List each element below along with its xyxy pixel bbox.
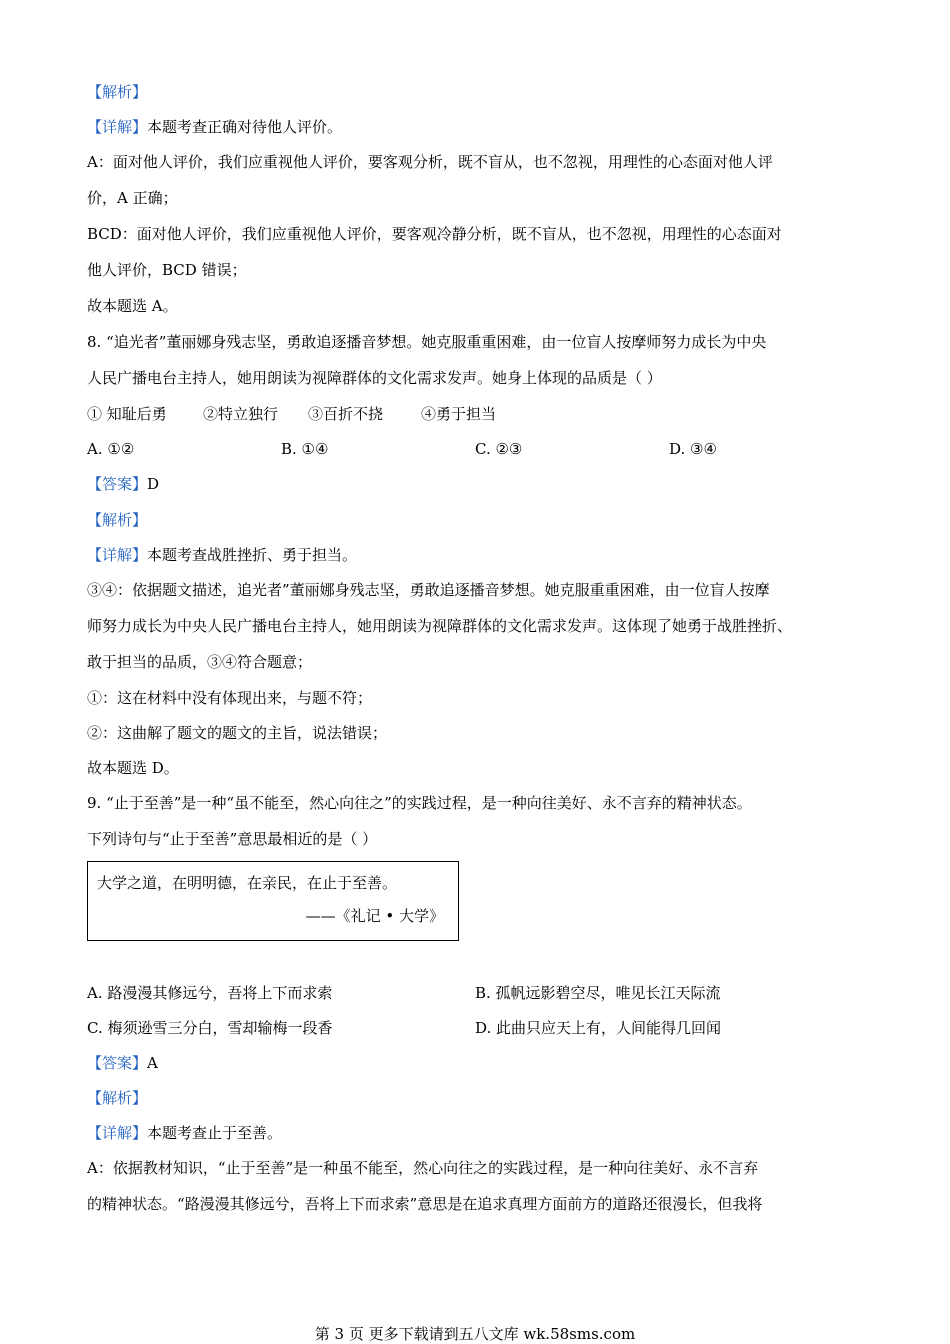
detail-text: 本题考查正确对待他人评价。 <box>147 118 343 136</box>
explanation-line: BCD：面对他人评价，我们应重视他人评价，要客观冷静分析，既不盲从，也不忽视，用理性的心态面对 <box>87 225 782 243</box>
answer-line <box>87 1053 158 1073</box>
explanation-line: ③④：依据题文描述，追光者”董丽娜身残志坚，勇敢追逐播音梦想。她克服重重困难，由一位盲人按摩 <box>87 581 770 599</box>
detail-text: 本题考查止于至善。 <box>147 1124 283 1142</box>
answer-option: A. ①② <box>87 440 135 458</box>
page-footer: 第 3 页 更多下载请到五八文库 wk.58sms.com <box>314 1325 636 1343</box>
quote-box <box>87 861 459 941</box>
statement-item: ②特立独行 <box>203 405 279 423</box>
question-stem: 人民广播电台主持人，她用朗读为视障群体的文化需求发声。她身上体现的品质是（ ） <box>87 369 662 387</box>
detail-paragraph <box>87 1123 282 1143</box>
explanation-line: A：依据教材知识，“止于至善”是一种虽不能至，然心向往之的实践过程，是一种向往美好、永不言弃 <box>87 1159 759 1177</box>
explanation-line: A：面对他人评价，我们应重视他人评价，要客观分析，既不盲从，也不忽视，用理性的心态面对他人评 <box>87 153 773 171</box>
question-stem: 8. “追光者”董丽娜身残志坚，勇敢追逐播音梦想。她克服重重困难，由一位盲人按摩师努力成长为中央 <box>87 333 767 351</box>
detail-tag: 【详解】 <box>87 118 148 136</box>
statement-item: ③百折不挠 <box>308 405 384 423</box>
question-stem: 9. “止于至善”是一种“虽不能至，然心向往之”的实践过程，是一种向往美好、永不言弃的精神状态。 <box>87 794 752 812</box>
detail-tag: 【详解】 <box>87 1124 148 1142</box>
explanation-line: 他人评价，BCD 错误； <box>87 261 247 279</box>
quote-text: 大学之道，在明明德，在亲民，在止于至善。 <box>97 874 398 892</box>
quote-source: ——《礼记 • 大学》 <box>305 907 444 925</box>
detail-paragraph <box>87 117 342 137</box>
answer-value: D <box>147 475 160 493</box>
answer-option: A. 路漫漫其修远兮，吾将上下而求索 <box>87 984 333 1002</box>
statement-item: ① 知耻后勇 <box>87 405 167 423</box>
statement-item: ④勇于担当 <box>421 405 497 423</box>
detail-paragraph <box>87 545 357 565</box>
conclusion-line: 故本题选 D。 <box>87 759 179 777</box>
question-stem: 下列诗句与“止于至善”意思最相近的是（ ） <box>87 830 378 848</box>
detail-tag: 【详解】 <box>87 546 148 564</box>
answer-tag: 【答案】 <box>87 475 148 493</box>
answer-option: B. 孤帆远影碧空尽，唯见长江天际流 <box>475 984 721 1002</box>
explanation-line: 的精神状态。“路漫漫其修远兮，吾将上下而求索”意思是在追求真理方面前方的道路还很漫长，但我将 <box>87 1195 763 1213</box>
explanation-line: 师努力成长为中央人民广播电台主持人，她用朗读为视障群体的文化需求发声。这体现了她勇于战胜挫折、 <box>87 617 793 635</box>
answer-option: D. ③④ <box>669 440 717 458</box>
explanation-line: 价，A 正确； <box>87 189 178 207</box>
detail-text: 本题考查战胜挫折、勇于担当。 <box>147 546 358 564</box>
analysis-tag: 【解析】 <box>87 83 148 101</box>
answer-option: D. 此曲只应天上有，人间能得几回闻 <box>475 1019 722 1037</box>
conclusion-line: 故本题选 A。 <box>87 297 178 315</box>
answer-value: A <box>147 1054 158 1072</box>
answer-line <box>87 474 159 494</box>
explanation-line: ①：这在材料中没有体现出来，与题不符； <box>87 689 373 707</box>
answer-option: C. 梅须逊雪三分白，雪却输梅一段香 <box>87 1019 333 1037</box>
explanation-line: ②：这曲解了题文的题文的主旨，说法错误； <box>87 724 388 742</box>
explanation-line: 敢于担当的品质，③④符合题意； <box>87 653 313 671</box>
analysis-tag: 【解析】 <box>87 511 148 529</box>
answer-option: B. ①④ <box>281 440 329 458</box>
answer-tag: 【答案】 <box>87 1054 148 1072</box>
answer-option: C. ②③ <box>475 440 523 458</box>
analysis-tag: 【解析】 <box>87 1089 148 1107</box>
